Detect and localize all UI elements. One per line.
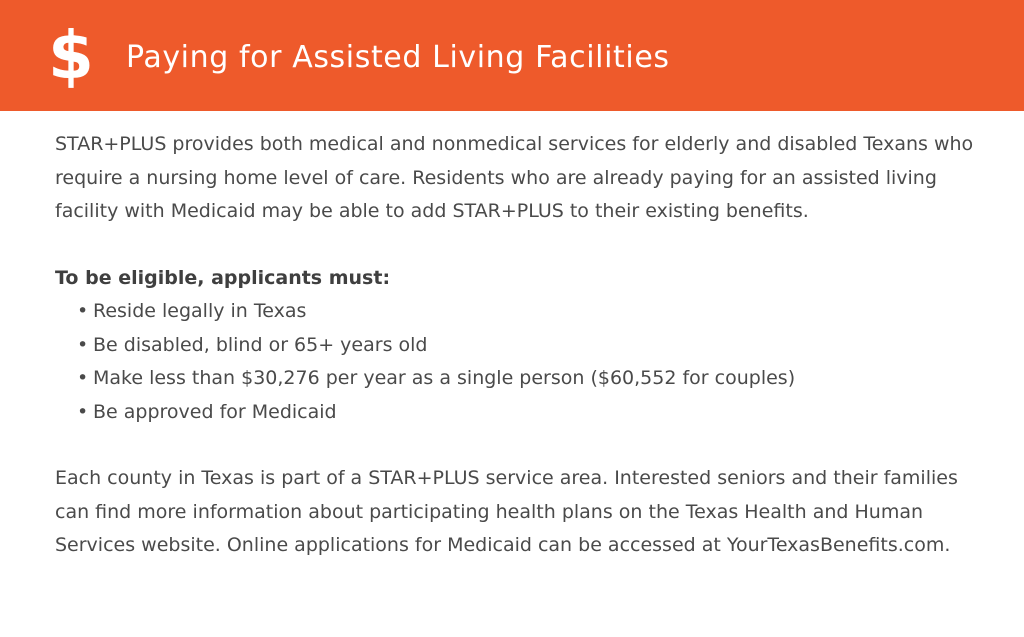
eligibility-list (55, 295, 995, 429)
list-item (77, 295, 995, 329)
eligibility-heading: To be eligible, applicants must: (55, 266, 391, 289)
header-banner (0, 0, 1024, 111)
list-item (77, 362, 995, 396)
bullet-icon: • (77, 367, 89, 389)
closing-paragraph: Each county in Texas is part of a STAR+PLUS service area. Interested seniors and their families can find more information about participating health plans on the Texas Health and Human Services website. Online applications for Medicaid can be accessed at YourTexasBenefits.com. (55, 467, 958, 556)
list-item-text: Be disabled, blind or 65+ years old (93, 333, 428, 356)
list-item-text: Reside legally in Texas (93, 300, 307, 322)
intro-paragraph: STAR+PLUS provides both medical and nonmedical services for elderly and disabled Texans who require a nursing home level of care. Residents who are already paying for an assisted living facility with Medicaid may be able to add STAR+PLUS to their existing benefits. (55, 133, 974, 222)
list-item (77, 329, 995, 363)
list-item-text: Make less than $30,276 per year as a single person ($60,552 for couples) (93, 367, 796, 389)
list-item (77, 396, 995, 430)
dollar-sign-icon: $ (48, 17, 94, 94)
list-item-text: Be approved for Medicaid (93, 400, 337, 423)
main-content (55, 128, 995, 563)
bullet-icon: • (77, 300, 89, 322)
bullet-icon: • (77, 400, 89, 423)
page-title: Paying for Assisted Living Facilities (126, 40, 670, 75)
bullet-icon: • (77, 333, 89, 356)
